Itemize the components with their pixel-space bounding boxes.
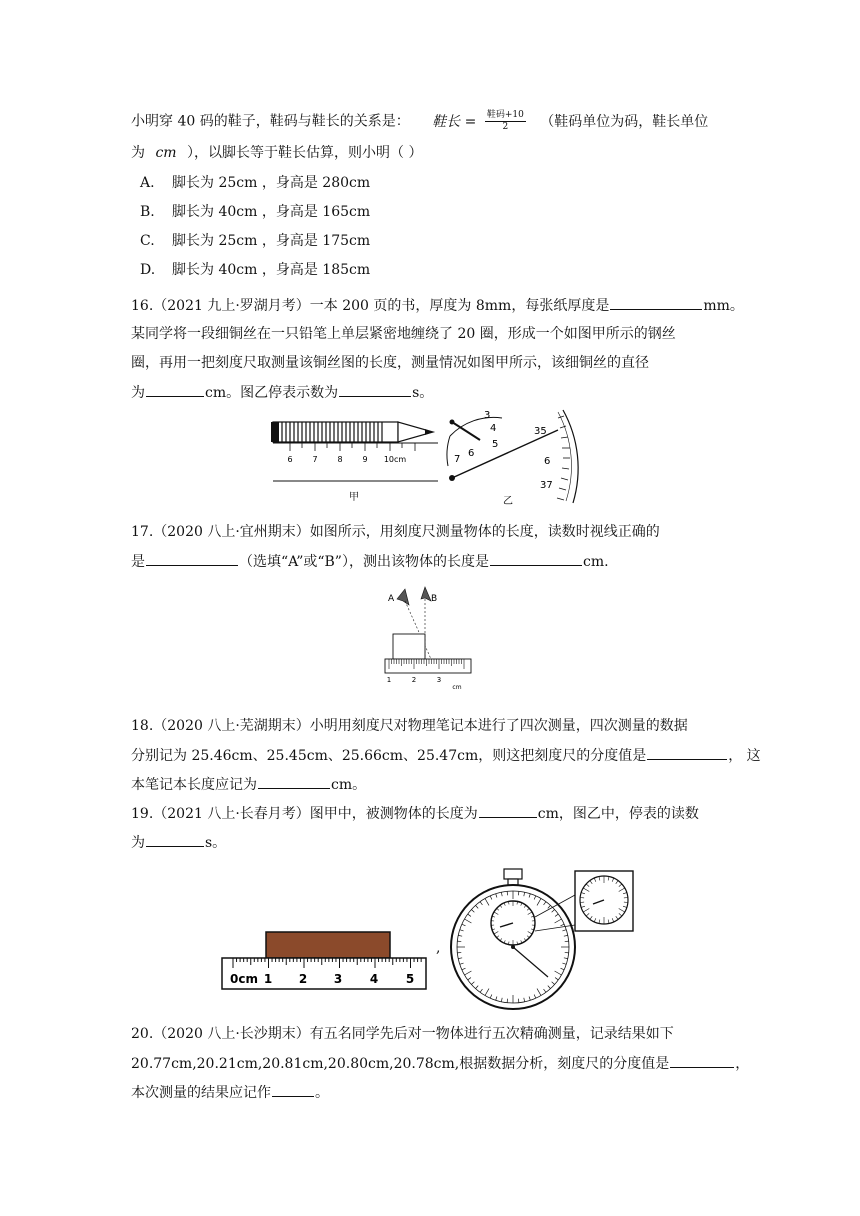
q19-text: cm，图乙中，停表的读数: [537, 806, 699, 822]
ruler-tick-label: 8: [337, 455, 343, 464]
ruler-tick-label: 0cm: [230, 972, 258, 986]
answer-blank[interactable]: [490, 551, 582, 566]
ruler-tick-label: 4: [369, 972, 379, 986]
option-text: 脚长为 25cm ，身高是 175cm: [172, 233, 371, 249]
q16-line2: 某同学将一段细铜丝在一只铅笔上单层紧密地缠绕了 20 圈，形成一个如图甲所示的钢丝: [131, 326, 676, 342]
dial-big-label: 35: [534, 426, 547, 437]
option-label: C.: [140, 233, 155, 249]
q20-text: 20.77cm,20.21cm,20.81cm,20.80cm,20.78cm,根据数据分析，刻度尺的分度值是: [131, 1056, 670, 1072]
figure-caption-yi: 乙: [503, 496, 513, 507]
option-text: 脚长为 25cm ，身高是 280cm: [172, 175, 371, 191]
shoe-length-formula-lhs: 鞋长 =: [432, 113, 477, 130]
q18-line3: [131, 774, 366, 795]
q18-line1: 18.（2020 八上·芜湖期末）小明用刻度尺对物理笔记本进行了四次测量，四次测量的数据: [131, 718, 688, 734]
dial-small-label: 7: [454, 454, 461, 465]
q15-option-a[interactable]: [140, 173, 370, 193]
q17-text: cm.: [582, 554, 609, 570]
figure-separator: ,: [436, 940, 441, 956]
q17-text: （选填“A”或“B”），测出该物体的长度是: [239, 554, 489, 570]
q16-text: 16.（2021 九上·罗湖月考）一本 200 页的书，厚度为 8mm，每张纸厚度是: [131, 298, 610, 314]
q18-text: 分别记为 25.46cm、25.45cm、25.66cm、25.47cm，则这把刻度尺的分度值是: [131, 748, 647, 764]
eye-a-icon: [397, 589, 409, 605]
q15-option-d[interactable]: [140, 260, 370, 280]
option-label: D.: [140, 262, 156, 278]
q16-line3: 圈，再用一把刻度尺取测量该铜丝图的长度，测量情况如图甲所示，该细铜丝的直径: [131, 355, 649, 371]
q20-text: 。: [315, 1085, 329, 1101]
q19-line1: [131, 803, 699, 824]
q19-text: 为: [131, 835, 145, 851]
ruler-tick-label: 5: [405, 972, 415, 986]
answer-blank[interactable]: [272, 1082, 314, 1097]
q16-line1: [131, 295, 744, 316]
q19-text: s。: [205, 835, 227, 851]
option-label: A.: [140, 175, 155, 191]
answer-blank[interactable]: [146, 832, 204, 847]
shoe-length-fraction: [485, 110, 526, 133]
ruler-tick-label: 7: [312, 455, 318, 464]
q20-line1: 20.（2020 八上·长沙期末）有五名同学先后对一物体进行五次精确测量，记录结果如下: [131, 1026, 674, 1042]
q20-line3: [131, 1082, 329, 1103]
q19-line2: [131, 832, 226, 853]
q15-line2: [131, 143, 422, 163]
q15-text: ），以脚长等于鞋长估算，则小明（ ）: [187, 145, 423, 161]
ruler-tick-label: 3: [333, 972, 343, 986]
q15-text: 小明穿 40 码的鞋子，鞋码与鞋长的关系是：: [131, 113, 410, 130]
q18-text: cm。: [331, 777, 367, 793]
unit-cm: cm: [155, 145, 177, 161]
q15-option-c[interactable]: [140, 231, 370, 251]
figure-caption-jia: 甲: [349, 492, 359, 503]
q17-text: 是: [131, 554, 145, 570]
ruler-unit-label: cm: [452, 684, 462, 691]
q16-figure-jia: [268, 415, 443, 505]
ruler-tick-label: 10cm: [383, 455, 407, 464]
answer-blank[interactable]: [670, 1053, 734, 1068]
answer-blank[interactable]: [610, 295, 702, 310]
dial-big-label: 6: [544, 456, 551, 467]
q15-text: 为: [131, 145, 145, 161]
ruler-tick-label: 6: [287, 455, 293, 464]
q17-line1: 17.（2020 八上·宜州期末）如图所示，用刻度尺测量物体的长度，读数时视线正确的: [131, 524, 660, 540]
option-text: 脚长为 40cm ，身高是 165cm: [172, 204, 371, 220]
q16-line4: [131, 382, 433, 403]
option-label: B.: [140, 204, 155, 220]
answer-blank[interactable]: [146, 551, 238, 566]
answer-blank[interactable]: [339, 382, 411, 397]
q15-line1: [131, 110, 708, 133]
q19-figure-ruler: [220, 930, 430, 992]
answer-blank[interactable]: [146, 382, 204, 397]
q20-text: 本次测量的结果应记作: [131, 1085, 271, 1101]
q17-line2: [131, 551, 609, 572]
dial-small-label: 4: [490, 423, 497, 434]
measured-object: [266, 932, 390, 958]
dial-small-label: 6: [468, 448, 475, 459]
ruler-tick-label: 1: [263, 972, 273, 986]
option-text: 脚长为 40cm ，身高是 185cm: [172, 262, 371, 278]
q20-line2: [131, 1053, 749, 1074]
dial-small-label: 5: [492, 439, 499, 450]
q16-text: 为: [131, 385, 145, 401]
ruler-tick-label: 2: [411, 676, 417, 684]
viewpoint-a-label: A: [388, 594, 395, 604]
fraction-denominator: 2: [502, 122, 509, 132]
q19-figure-stopwatch: [448, 865, 638, 1013]
q20-text: ，: [735, 1056, 750, 1072]
q15-text-b: （鞋码单位为码，鞋长单位: [540, 113, 709, 130]
ruler-tick-label: 2: [298, 972, 308, 986]
ruler-tick-label: 9: [362, 455, 368, 464]
answer-blank[interactable]: [479, 803, 537, 818]
q16-text: mm。: [703, 298, 744, 314]
q16-text: s。: [412, 385, 434, 401]
dial-small-label: 3: [484, 410, 491, 421]
q18-text: ， 这: [728, 748, 761, 764]
viewpoint-b-label: B: [431, 594, 438, 604]
q19-text: 19.（2021 八上·长春月考）图甲中，被测物体的长度为: [131, 806, 478, 822]
answer-blank[interactable]: [647, 745, 727, 760]
q16-text: cm。图乙停表示数为: [205, 385, 339, 401]
q18-text: 本笔记本长度应记为: [131, 777, 257, 793]
eye-b-icon: [421, 587, 431, 601]
fraction-numerator: 鞋码+10: [486, 110, 524, 120]
q15-option-b[interactable]: [140, 202, 370, 222]
answer-blank[interactable]: [258, 774, 330, 789]
q18-line2: [131, 745, 761, 766]
dial-big-label: 37: [540, 480, 553, 491]
q17-figure: [383, 585, 478, 693]
q16-figure-yi: [440, 408, 585, 508]
ruler-tick-label: 1: [386, 676, 392, 684]
ruler-tick-label: 3: [436, 676, 442, 684]
